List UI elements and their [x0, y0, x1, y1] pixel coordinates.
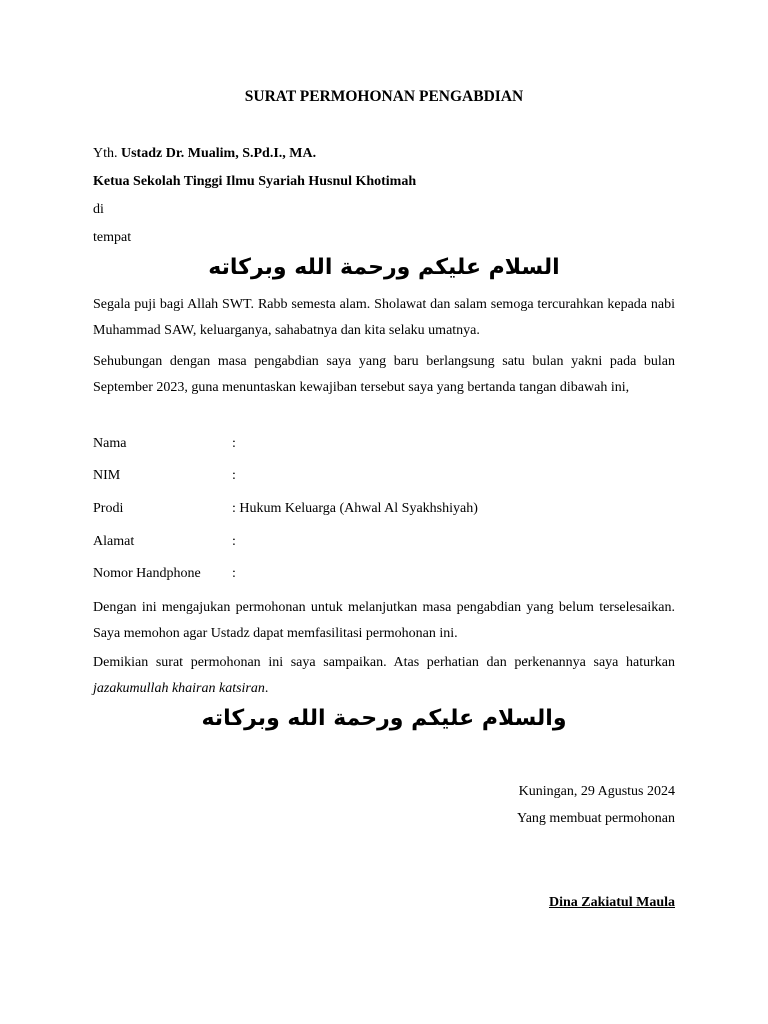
- field-label: Nomor Handphone: [93, 566, 201, 581]
- signer-name: Dina Zakiatul Maula: [548, 895, 675, 910]
- paragraph-request: Dengan ini mengajukan permohonan untuk melanjutkan masa pengabdian yang belum terselesaikan. Saya memohon agar Ustadz dapat memfasilitasi permohonan ini.: [93, 600, 675, 641]
- recipient-line: [93, 146, 316, 162]
- paragraph-closing: [93, 650, 675, 701]
- recipient-name: Ustadz Dr. Mualim, S.Pd.I., MA.: [121, 146, 317, 161]
- field-value: :: [232, 436, 236, 451]
- field-nim: [93, 468, 236, 484]
- field-value: :: [232, 566, 236, 581]
- field-prodi: [93, 501, 478, 517]
- closing-greeting: والسلام عليكم ورحمة الله وبركاته: [201, 706, 567, 731]
- letter-title: SURAT PERMOHONAN PENGABDIAN: [244, 88, 524, 105]
- field-label: NIM: [93, 468, 121, 483]
- field-label: Prodi: [93, 501, 124, 516]
- recipient-at: di: [93, 202, 104, 217]
- field-label: Nama: [93, 436, 127, 451]
- field-value: : Hukum Keluarga (Ahwal Al Syakhshiyah): [232, 501, 478, 516]
- recipient-position: Ketua Sekolah Tinggi Ilmu Syariah Husnul Khotimah: [93, 174, 417, 189]
- closing-italic: jazakumullah khairan katsiran: [93, 680, 265, 696]
- field-nama: [93, 436, 236, 452]
- recipient-prefix: Yth.: [93, 146, 118, 161]
- paragraph-intent: Sehubungan dengan masa pengabdian saya yang baru berlangsung satu bulan yakni pada bulan September 2023, guna menuntaskan kewajiban tersebut saya yang bertanda tangan dibawah ini,: [93, 354, 675, 395]
- field-label: Alamat: [93, 534, 135, 549]
- field-nomor-handphone: [93, 566, 236, 582]
- field-value: :: [232, 534, 236, 549]
- signer-role: Yang membuat permohonan: [517, 811, 675, 826]
- paragraph-opening: Segala puji bagi Allah SWT. Rabb semesta alam. Sholawat dan salam semoga tercurahkan kepada nabi Muhammad SAW, keluarganya, sahabatnya dan kita selaku umatnya.: [93, 297, 675, 338]
- recipient-place: tempat: [93, 230, 132, 245]
- opening-greeting: السلام عليكم ورحمة الله وبركاته: [208, 255, 560, 280]
- place-date: Kuningan, 29 Agustus 2024: [518, 784, 675, 799]
- field-value: :: [232, 468, 236, 483]
- closing-end: .: [264, 680, 269, 696]
- field-alamat: [93, 534, 236, 550]
- closing-text: Demikian surat permohonan ini saya sampaikan. Atas perhatian dan perkenannya saya haturkan: [93, 655, 675, 670]
